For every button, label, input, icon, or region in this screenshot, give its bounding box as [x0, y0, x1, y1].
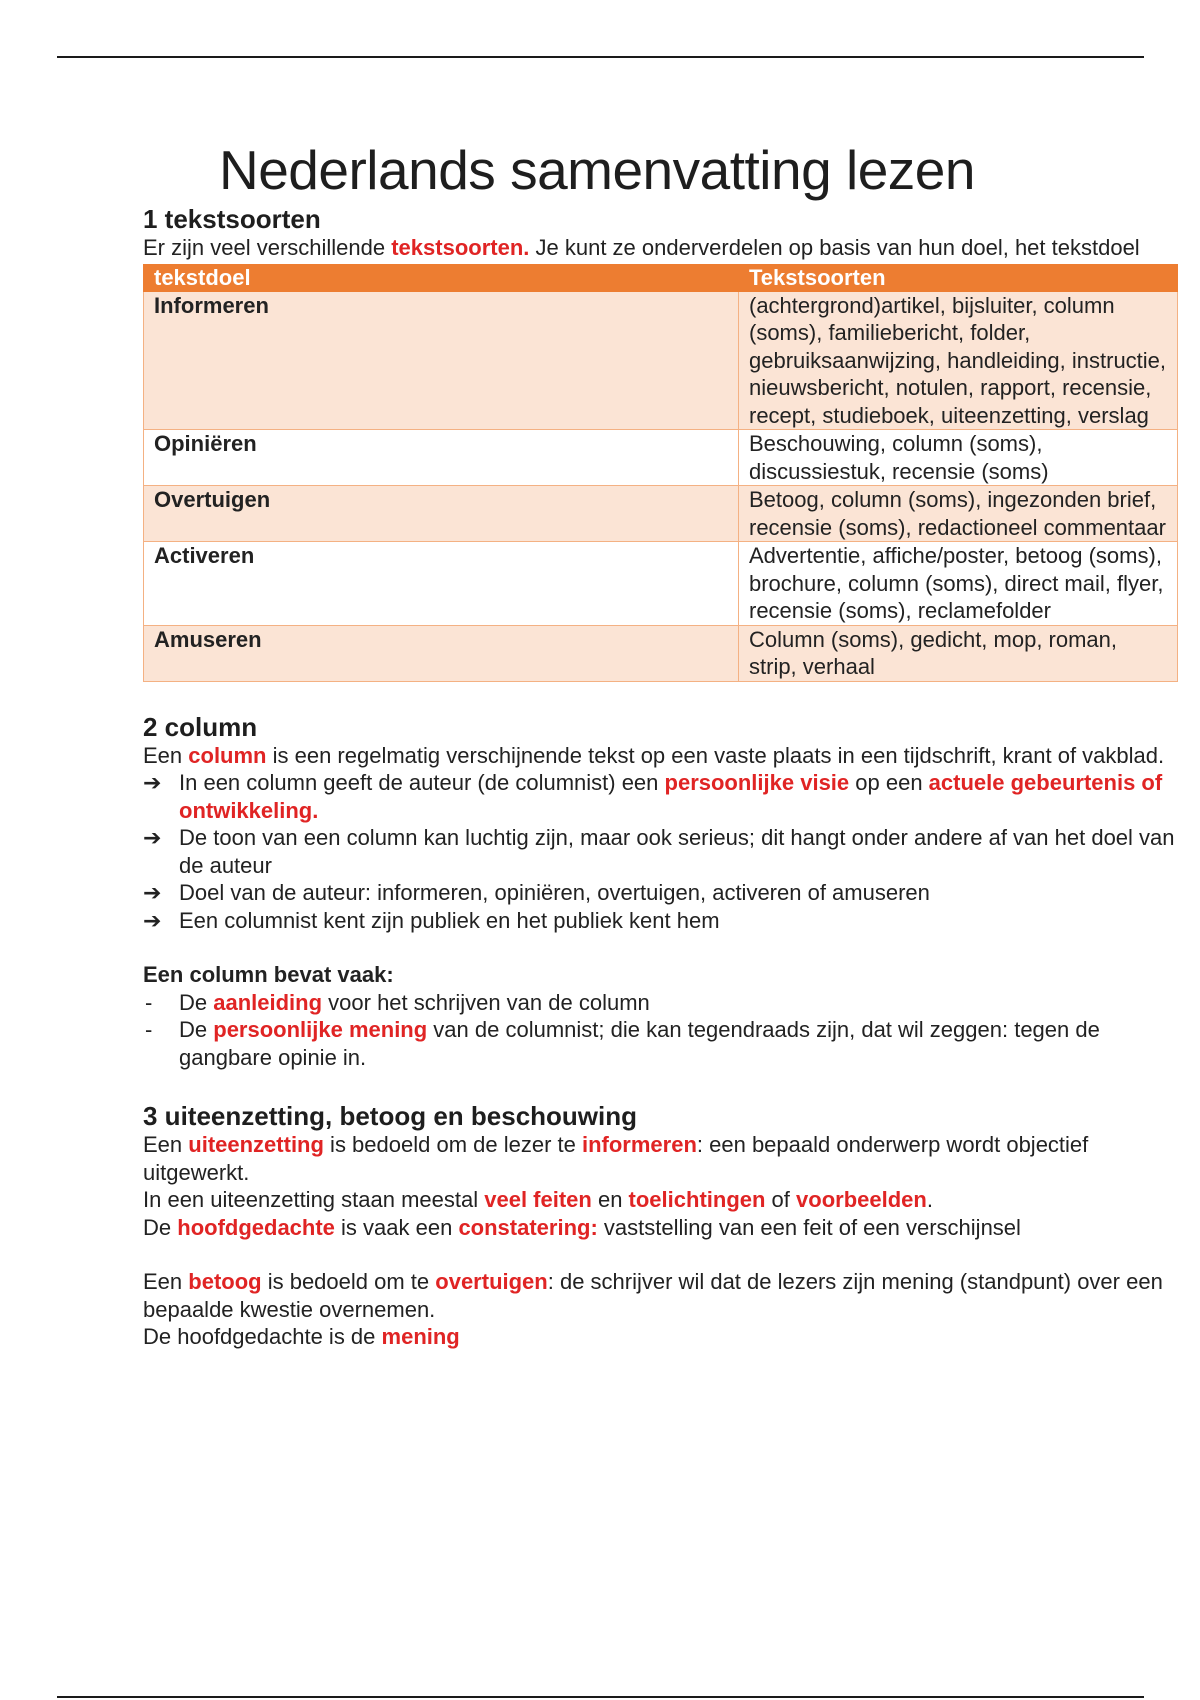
highlighted-term: betoog	[188, 1269, 262, 1295]
text-run: Een columnist kent zijn publiek en het publiek kent hem	[179, 907, 720, 933]
highlighted-term: tekstsoorten.	[391, 235, 530, 261]
text-run: voor het schrijven van de column	[322, 989, 650, 1015]
paragraph-gap	[143, 1241, 1178, 1268]
text-run: is vaak een	[334, 1214, 459, 1240]
top-rule	[57, 56, 1144, 58]
table-cell-goal: Activeren	[144, 542, 739, 626]
table-cell-types: Betoog, column (soms), ingezonden brief, recensie (soms), redactioneel commentaar	[739, 486, 1178, 542]
text-run: op een	[849, 770, 929, 796]
document-page	[143, 139, 1178, 1351]
text-run: Een	[143, 742, 189, 768]
list-item	[143, 769, 1178, 824]
list-item-text	[179, 825, 1175, 878]
list-item	[143, 1016, 1178, 1071]
table-row	[144, 430, 1178, 486]
text-run: : een bepaald onderwerp wordt objectief uitgewerkt.	[143, 1132, 1089, 1185]
table-row	[144, 625, 1178, 681]
highlighted-term: veel feiten	[484, 1187, 592, 1213]
highlighted-term: informeren	[581, 1132, 697, 1158]
table-cell-goal: Overtuigen	[144, 486, 739, 542]
table-cell-goal: Amuseren	[144, 625, 739, 681]
text-run: De	[179, 1017, 214, 1043]
list-item	[143, 879, 1178, 907]
column-contents-subheading: Een column bevat vaak:	[143, 962, 394, 988]
list-item-text	[179, 770, 1162, 823]
table-cell-types: Beschouwing, column (soms), discussiestuk, recensie (soms)	[739, 430, 1178, 486]
table-row	[144, 291, 1178, 430]
text-run: : de schrijver wil dat de lezers zijn mening (standpunt) over een bepaalde kwestie overnemen.	[143, 1269, 1163, 1322]
section-2	[143, 712, 1178, 1072]
table-header-tekstsoorten: Tekstsoorten	[739, 264, 1178, 291]
text-run: is bedoeld om de lezer te	[323, 1132, 582, 1158]
text-run: en	[591, 1187, 629, 1213]
section-2-intro	[143, 742, 1178, 770]
table-header-row	[144, 264, 1178, 291]
highlighted-term: overtuigen	[435, 1269, 548, 1295]
section-1-heading: 1 tekstsoorten	[143, 204, 321, 235]
column-dash-list	[143, 989, 1178, 1072]
highlighted-term: hoofdgedachte	[177, 1214, 335, 1240]
dash-icon: -	[145, 989, 153, 1015]
uiteenzetting-paragraph	[143, 1214, 1178, 1242]
section-1-intro	[143, 234, 1178, 262]
text-run: De toon van een column kan luchtig zijn, maar ook serieus; dit hangt onder andere af van het doel van de auteur	[179, 825, 1175, 878]
table-row	[144, 486, 1178, 542]
arrow-icon: ➔	[143, 880, 162, 906]
bottom-rule	[57, 1696, 1144, 1698]
text-run: Er zijn veel verschillende	[143, 235, 392, 261]
arrow-icon: ➔	[143, 907, 162, 933]
highlighted-term: persoonlijke mening	[213, 1017, 428, 1043]
list-item	[143, 907, 1178, 935]
highlighted-term: toelichtingen	[628, 1187, 766, 1213]
text-run: is bedoeld om te	[261, 1269, 436, 1295]
text-run: is een regelmatig verschijnende tekst op een vaste plaats in een tijdschrift, krant of vakblad.	[266, 742, 1165, 768]
text-run: Een	[143, 1132, 189, 1158]
text-run: van de columnist; die kan tegendraads zijn, dat wil zeggen: tegen de gangbare opinie in.	[179, 1017, 1100, 1070]
text-run: vaststelling van een feit of een verschijnsel	[597, 1214, 1021, 1240]
uiteenzetting-paragraph	[143, 1131, 1178, 1186]
text-run: In een uiteenzetting staan meestal	[143, 1187, 485, 1213]
list-item-text	[179, 908, 720, 933]
highlighted-term: persoonlijke visie	[664, 770, 850, 796]
list-item	[143, 824, 1178, 879]
section-3	[143, 1101, 1178, 1351]
list-item	[143, 989, 1178, 1017]
text-run: In een column geeft de auteur (de columnist) een	[179, 770, 665, 796]
text-run: De hoofdgedachte is de	[143, 1324, 382, 1350]
highlighted-term: constatering:	[458, 1214, 598, 1240]
uiteenzetting-paragraph	[143, 1186, 1178, 1214]
table-cell-types: Advertentie, affiche/poster, betoog (soms), brochure, column (soms), direct mail, flyer, recensie (soms), reclamefolder	[739, 542, 1178, 626]
table-header-tekstdoel: tekstdoel	[144, 264, 739, 291]
text-run: De	[143, 1214, 178, 1240]
highlighted-term: aanleiding	[213, 989, 323, 1015]
text-run: Je kunt ze onderverdelen op basis van hun doel, het tekstdoel	[529, 235, 1140, 261]
highlighted-term: voorbeelden	[796, 1187, 927, 1213]
table-cell-types: Column (soms), gedicht, mop, roman, strip, verhaal	[739, 625, 1178, 681]
highlighted-term: mening	[381, 1324, 460, 1350]
list-item-text	[179, 880, 930, 905]
tekstsoorten-table	[143, 264, 1178, 682]
table-cell-goal: Informeren	[144, 291, 739, 430]
table-row	[144, 542, 1178, 626]
highlighted-term: uiteenzetting	[188, 1132, 324, 1158]
text-run: De	[179, 989, 214, 1015]
text-run: of	[765, 1187, 797, 1213]
text-run: .	[926, 1187, 933, 1213]
text-run: Doel van de auteur: informeren, opiniëren, overtuigen, activeren of amuseren	[179, 880, 930, 906]
table-cell-goal: Opiniëren	[144, 430, 739, 486]
betoog-paragraph	[143, 1268, 1178, 1323]
table-cell-types: (achtergrond)artikel, bijsluiter, column (soms), familiebericht, folder, gebruiksaanwijzing, handleiding, instructie, nieuwsbericht, notulen, rapport, recensie, recept, studieboek, uiteenzetting, verslag	[739, 291, 1178, 430]
column-arrow-list	[143, 769, 1178, 934]
page-title: Nederlands samenvatting lezen	[219, 139, 975, 201]
betoog-paragraph	[143, 1323, 1178, 1351]
highlighted-term: column	[188, 742, 267, 768]
section-3-heading: 3 uiteenzetting, betoog en beschouwing	[143, 1101, 638, 1132]
arrow-icon: ➔	[143, 825, 162, 851]
list-item-text	[179, 1017, 1100, 1070]
arrow-icon: ➔	[143, 770, 162, 796]
section-2-heading: 2 column	[143, 711, 258, 742]
highlighted-term: actuele gebeurtenis of ontwikkeling.	[179, 770, 1163, 823]
list-item-text	[179, 990, 650, 1015]
dash-icon: -	[145, 1017, 153, 1043]
text-run: Een	[143, 1269, 189, 1295]
